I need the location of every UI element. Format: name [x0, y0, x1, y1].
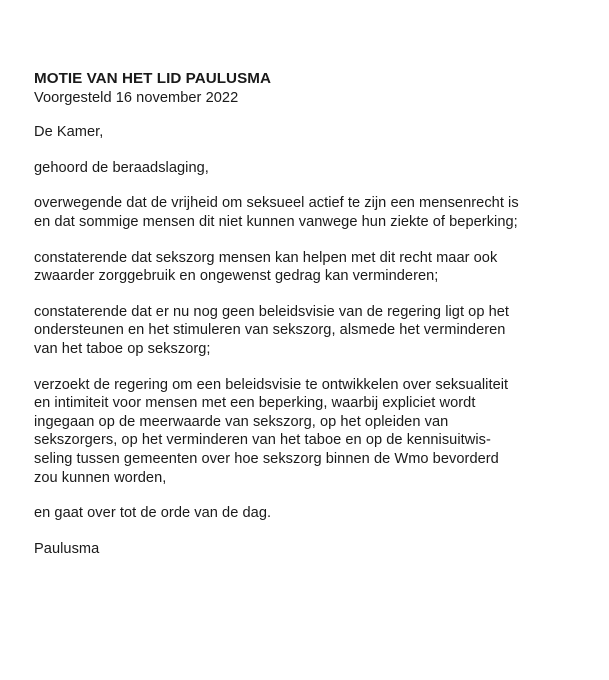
paragraph-line: van het taboe op sekszorg; [34, 340, 211, 357]
paragraph-line: ondersteunen en het stimuleren van sekszorg, alsmede het verminderen [34, 322, 506, 339]
paragraph-line: seling tussen gemeenten over hoe sekszorg binnen de Wmo bevorderd [34, 450, 499, 467]
paragraph-line: constaterende dat sekszorg mensen kan helpen met dit recht maar ook [34, 249, 498, 266]
addressee: De Kamer, [34, 124, 104, 141]
paragraph-request [34, 376, 594, 488]
paragraph-line: en dat sommige mensen dit niet kunnen vanwege hun ziekte of beperking; [34, 213, 518, 230]
document-title: MOTIE VAN HET LID PAULUSMA [34, 70, 271, 87]
intro-line: gehoord de beraadslaging, [34, 159, 209, 176]
paragraph-line: overwegende dat de vrijheid om seksueel actief te zijn een mensenrecht is [34, 195, 519, 212]
paragraph-line: en intimiteit voor mensen met een beperking, waarbij expliciet wordt [34, 395, 476, 412]
paragraph-line: ingegaan op de meerwaarde van sekszorg, op het opleiden van [34, 413, 449, 430]
motion-document [34, 70, 594, 558]
signature: Paulusma [34, 540, 100, 557]
paragraph-line: zwaarder zorggebruik en ongewenst gedrag kan verminderen; [34, 268, 439, 285]
paragraph-finding-2 [34, 303, 594, 359]
paragraph-line: constaterende dat er nu nog geen beleidsvisie van de regering ligt op het [34, 303, 510, 320]
closing-line: en gaat over tot de orde van de dag. [34, 505, 272, 522]
paragraph-finding-1 [34, 249, 594, 286]
document-date: Voorgesteld 16 november 2022 [34, 89, 239, 106]
paragraph-line: sekszorgers, op het verminderen van het taboe en op de kennisuitwis- [34, 432, 491, 449]
paragraph-line: verzoekt de regering om een beleidsvisie te ontwikkelen over seksualiteit [34, 376, 509, 393]
paragraph-considering [34, 194, 594, 231]
paragraph-line: zou kunnen worden, [34, 469, 167, 486]
